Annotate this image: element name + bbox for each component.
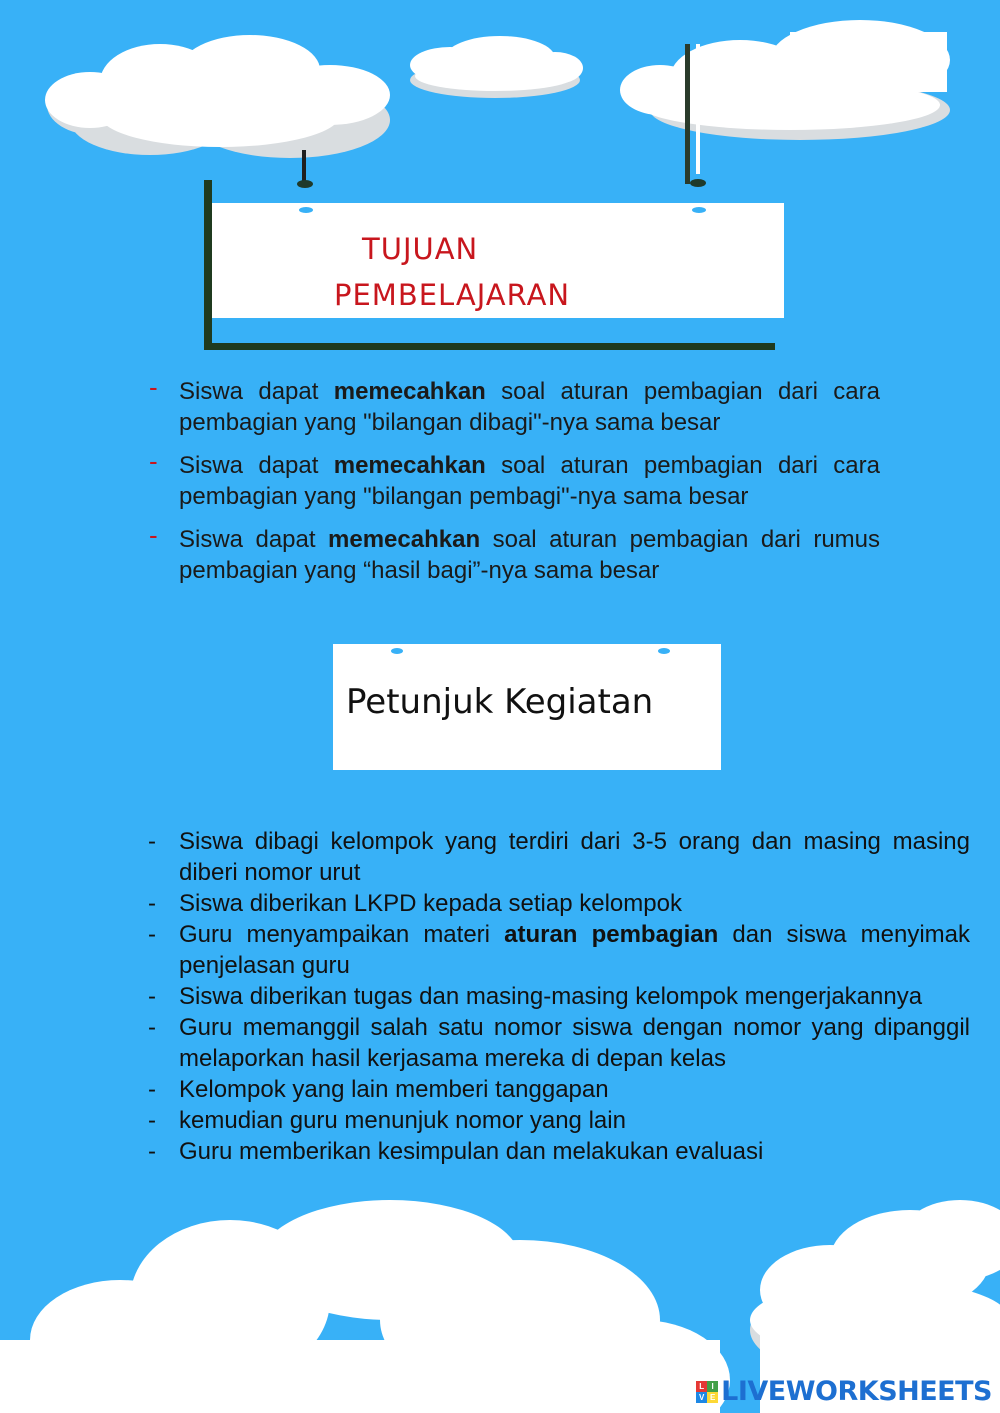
liveworksheets-logo[interactable] [696, 1376, 992, 1407]
step-item: - kemudian guru menunjuk nomor yang lain [148, 1107, 626, 1134]
bullet-dash: - [149, 520, 158, 550]
step-item: - Guru memberikan kesimpulan dan melakukan evaluasi [148, 1138, 764, 1165]
title-line-1: TUJUAN [362, 232, 479, 266]
cloud-top-left [45, 35, 390, 158]
header-sign-title [334, 226, 634, 318]
step-item: - Siswa diberikan tugas dan masing-masing kelompok mengerjakannya [148, 983, 923, 1010]
step-item: - Kelompok yang lain memberi tanggapan [148, 1076, 609, 1103]
goal-item: - Siswa dapat memecahkan soal aturan pembagian dari cara pembagian yang "bilangan pembagi"-nya sama besar [149, 446, 880, 510]
step-item: - Siswa dibagi kelompok yang terdiri dari 3-5 orang dan masing masing diberi nomor urut [148, 828, 970, 886]
logo-text: LIVEWORKSHEETS [721, 1376, 992, 1407]
petunjuk-title: Petunjuk Kegiatan [346, 682, 654, 722]
goal-item: - Siswa dapat memecahkan soal aturan pembagian dari cara pembagian yang "bilangan dibagi"-nya sama besar [149, 372, 880, 436]
cloud-top-right [620, 20, 950, 140]
learning-goals-list [145, 372, 881, 598]
activity-steps-list [145, 826, 970, 1167]
title-line-2: PEMBELAJARAN [334, 278, 571, 312]
logo-badge-icon: L I V E [696, 1381, 718, 1403]
step-item: - Guru memanggil salah satu nomor siswa dengan nomor yang dipanggil melaporkan hasil kerjasama mereka di depan kelas [148, 1014, 970, 1072]
cloud-bottom [0, 1200, 730, 1413]
cloud-top-middle [410, 36, 583, 98]
bullet-dash: - [149, 372, 158, 402]
goal-item: - Siswa dapat memecahkan soal aturan pembagian dari rumus pembagian yang “hasil bagi”-nya sama besar [149, 520, 881, 584]
step-item: - Guru menyampaikan materi aturan pembagian dan siswa menyimak penjelasan guru [148, 921, 970, 979]
bullet-dash: - [149, 446, 158, 476]
step-item: - Siswa diberikan LKPD kepada setiap kelompok [148, 890, 682, 917]
